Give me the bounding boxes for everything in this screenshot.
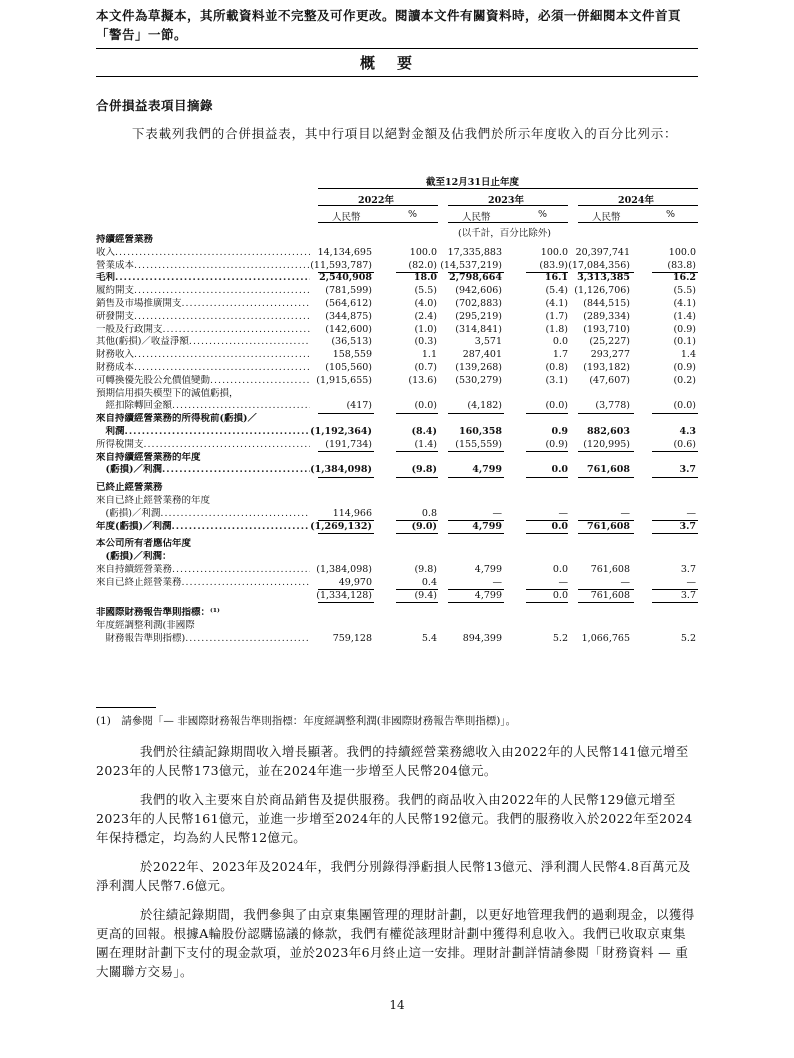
row-label: 財務報告準則指標) ..... xyxy=(96,633,310,646)
row-value: (0.0) xyxy=(673,400,696,412)
unit-note: (以千計，百分比除外) xyxy=(458,228,551,239)
table-row xyxy=(96,234,698,247)
row-value: 4,799 xyxy=(474,563,502,575)
subtotal-rule xyxy=(578,533,634,534)
row-value: 16.2 xyxy=(672,272,696,284)
row-label: 收入 ..... xyxy=(96,247,310,260)
row-value: 18.0 xyxy=(413,272,437,284)
subtotal-rule xyxy=(448,477,504,478)
row-value: 49,970 xyxy=(338,576,372,588)
row-label: 來自持續經營業務 ..... xyxy=(96,564,310,577)
table-header xyxy=(96,172,698,239)
row-value: — xyxy=(620,507,630,519)
subtotal-rule xyxy=(396,533,438,534)
row-value: (0.0) xyxy=(545,400,568,412)
table-row xyxy=(96,633,698,646)
row-value: 0.0 xyxy=(551,520,568,532)
row-value: (83.9) xyxy=(539,259,568,271)
paragraph-revenue-growth: 我們於往績記錄期間收入增長顯著。我們的持續經營業務總收入由2022年的人民幣141億元增至2023年的人民幣173億元，並在2024年進一步增至人民幣204億元。 xyxy=(96,744,689,778)
row-value: 761,608 xyxy=(587,464,630,476)
row-value: 287,401 xyxy=(462,349,502,361)
row-value: 2,798,664 xyxy=(449,272,502,284)
row-value: 14,134,695 xyxy=(317,246,372,258)
subtotal-rule xyxy=(318,477,374,478)
row-label: 其他(虧損)／收益淨額 ..... xyxy=(96,336,310,349)
row-value: (417) xyxy=(346,400,372,412)
row-value: (9.0) xyxy=(411,520,437,532)
row-value: (17,084,356) xyxy=(568,259,630,271)
row-value: (4.1) xyxy=(545,297,568,309)
row-value: (314,841) xyxy=(455,323,502,335)
row-value: (0.2) xyxy=(673,374,696,386)
row-value: (1.8) xyxy=(545,323,568,335)
row-label: 一般及行政開支 ..... xyxy=(96,324,310,337)
table-row xyxy=(96,439,698,452)
sub-rule-f xyxy=(652,222,698,223)
row-value: (1,192,364) xyxy=(310,425,372,437)
row-value: (2.4) xyxy=(414,310,437,322)
row-value: (1.4) xyxy=(414,438,437,450)
row-value: 0.9 xyxy=(551,425,568,437)
year-rule-2023 xyxy=(448,205,568,206)
row-value: 160,358 xyxy=(459,425,502,437)
footnote-rule xyxy=(96,707,156,708)
row-value: (564,612) xyxy=(325,297,372,309)
row-label: 履約開支 ..... xyxy=(96,285,310,298)
row-label: 年度(虧損)／利潤 ..... xyxy=(96,521,310,534)
row-value: (13.6) xyxy=(408,374,437,386)
row-value: (0.9) xyxy=(673,361,696,373)
row-label: (虧損)／利潤 ..... xyxy=(96,464,310,477)
table-row xyxy=(96,272,698,285)
pct-2023: % xyxy=(538,209,548,220)
row-value: (3,778) xyxy=(595,400,630,412)
row-label: 預期信用損失模型下的減值虧損， xyxy=(96,387,239,399)
row-value: (295,219) xyxy=(455,310,502,322)
row-label: 利潤 ..... xyxy=(96,426,310,439)
row-value: (82.0) xyxy=(408,259,437,271)
subtotal-rule xyxy=(652,533,698,534)
row-value: (1,126,706) xyxy=(574,285,630,297)
row-value: 1.4 xyxy=(680,349,696,361)
row-value: — xyxy=(492,576,502,588)
year-rule-2024 xyxy=(578,205,698,206)
table-row xyxy=(96,452,698,465)
table-row xyxy=(96,285,698,298)
row-value: (1,384,098) xyxy=(316,563,372,575)
footnote: (1) 請參閱「— 非國際財務報告準則指標：年度經調整利潤(非國際財務報告準則指標)」。 xyxy=(96,715,517,727)
row-value: 5.2 xyxy=(552,632,568,644)
row-value: (4,182) xyxy=(467,400,502,412)
row-value: (14,537,219) xyxy=(440,259,502,271)
row-value: 1.7 xyxy=(552,349,568,361)
subtotal-rule xyxy=(448,602,504,603)
table-row xyxy=(96,482,698,495)
row-label: 毛利 ..... xyxy=(96,272,310,285)
row-value: (4.1) xyxy=(673,297,696,309)
row-value: 16.1 xyxy=(544,272,568,284)
subtotal-rule xyxy=(396,477,438,478)
table-row xyxy=(96,590,698,603)
subtotal-rule xyxy=(652,477,698,478)
table-row xyxy=(96,538,698,551)
table-row xyxy=(96,551,698,564)
row-label: 經扣除轉回金額 ..... xyxy=(96,400,310,413)
row-value: 761,608 xyxy=(590,589,630,601)
subtotal-rule xyxy=(318,533,374,534)
row-value: 0.4 xyxy=(421,576,437,588)
row-value: (0.9) xyxy=(545,438,568,450)
row-value: 759,128 xyxy=(332,632,372,644)
subtotal-rule xyxy=(578,477,634,478)
row-value: 5.4 xyxy=(421,632,437,644)
row-label: (虧損)／利潤： xyxy=(96,551,172,563)
paragraph-wealth-management: 於往績記錄期間，我們參與了由京東集團管理的理財計劃，以更好地管理我們的過剩現金，以獲得更高的回報。根據A輪股份認購協議的條款，我們有權從該理財計劃中獲得利息收入。我們已收取京東集團在理財計劃下支付的現金款項，並於2023年6月終止這一安排。理財計劃詳情請參閱「財務資料 — 重大關聯方交易」。 xyxy=(96,907,695,979)
row-value: 0.0 xyxy=(552,563,568,575)
row-value: (191,734) xyxy=(325,438,372,450)
row-value: — xyxy=(558,576,568,588)
row-value: 17,335,883 xyxy=(447,246,502,258)
row-value: 882,603 xyxy=(587,425,630,437)
row-value: (1.7) xyxy=(545,310,568,322)
header-rule xyxy=(96,48,698,49)
row-value: 3.7 xyxy=(679,520,696,532)
year-rule-2022 xyxy=(318,205,438,206)
header-rule-1 xyxy=(318,188,698,189)
income-statement-table xyxy=(96,172,698,646)
row-value: 100.0 xyxy=(668,246,696,258)
row-label: 所得稅開支 ..... xyxy=(96,439,310,452)
table-row xyxy=(96,336,698,349)
row-value: 3,313,385 xyxy=(577,272,630,284)
row-value: (139,268) xyxy=(455,361,502,373)
table-row xyxy=(96,324,698,337)
row-value: (0.6) xyxy=(673,438,696,450)
subtotal-rule xyxy=(448,533,504,534)
row-value: (781,599) xyxy=(325,285,372,297)
row-value: 3.7 xyxy=(680,589,696,601)
period-header: 截至12月31日止年度 xyxy=(426,177,519,188)
row-value: 1.1 xyxy=(421,349,437,361)
row-value: (120,995) xyxy=(583,438,630,450)
paragraph-revenue-sources: 我們的收入主要來自於商品銷售及提供服務。我們的商品收入由2022年的人民幣129億元增至2023年的人民幣161億元，並進一步增至2024年的人民幣192億元。我們的服務收入於2022年至2024年保持穩定，均為約人民幣12億元。 xyxy=(96,792,693,845)
row-value: (8.4) xyxy=(411,425,437,437)
row-label: 年度經調整利潤(非國際 xyxy=(96,620,195,632)
year-2022: 2022年 xyxy=(358,195,394,206)
row-value: 3.7 xyxy=(679,464,696,476)
table-row xyxy=(96,495,698,508)
page-heading: 概要 xyxy=(359,54,434,72)
row-value: 293,277 xyxy=(590,349,630,361)
table-body xyxy=(96,234,698,646)
row-label: 來自已終止經營業務 ..... xyxy=(96,577,310,590)
row-value: 4,799 xyxy=(474,589,502,601)
subtotal-rule xyxy=(652,602,698,603)
row-value: (5.5) xyxy=(414,285,437,297)
table-row xyxy=(96,388,698,401)
intro-paragraph: 下表載列我們的合併損益表，其中行項目以絕對金額及佔我們於所示年度收入的百分比列示： xyxy=(132,126,678,141)
row-value: 114,966 xyxy=(332,507,372,519)
table-row xyxy=(96,362,698,375)
table-row xyxy=(96,349,698,362)
row-value: (3.1) xyxy=(545,374,568,386)
row-value: 0.8 xyxy=(421,507,437,519)
row-label: 來自持續經營業務的年度 xyxy=(96,451,201,463)
row-value: 761,608 xyxy=(590,563,630,575)
row-value: 761,608 xyxy=(587,520,630,532)
row-value: (9.8) xyxy=(411,464,437,476)
heading-rule xyxy=(96,76,698,77)
row-value: (942,606) xyxy=(455,285,502,297)
row-value: (9.4) xyxy=(414,589,437,601)
row-value: (0.3) xyxy=(414,336,437,348)
row-value: (530,279) xyxy=(455,374,502,386)
row-value: 100.0 xyxy=(409,246,437,258)
subtotal-rule xyxy=(578,602,634,603)
row-value: (155,559) xyxy=(455,438,502,450)
row-value: 5.2 xyxy=(680,632,696,644)
row-label: 非國際財務報告準則指標：⁽¹⁾ xyxy=(96,607,220,619)
row-value: 4,799 xyxy=(472,520,502,532)
row-value: (1,384,098) xyxy=(310,464,372,476)
row-value: 894,399 xyxy=(462,632,502,644)
row-value: (1.0) xyxy=(414,323,437,335)
row-value: 2,540,908 xyxy=(319,272,372,284)
sub-rule-b xyxy=(396,222,438,223)
row-value: (1.4) xyxy=(673,310,696,322)
table-row xyxy=(96,620,698,633)
row-value: — xyxy=(686,507,696,519)
row-value: (47,607) xyxy=(589,374,630,386)
row-value: (142,600) xyxy=(325,323,372,335)
row-label: 營業成本 ..... xyxy=(96,260,310,273)
table-row xyxy=(96,260,698,273)
row-value: — xyxy=(492,507,502,519)
row-label: 本公司所有者應佔年度 xyxy=(96,538,192,550)
table-row xyxy=(96,521,698,534)
row-value: (9.8) xyxy=(414,563,437,575)
pct-2022: % xyxy=(408,209,418,220)
row-label: 持續經營業務 xyxy=(96,234,154,245)
paragraph-net-results: 於2022年、2023年及2024年，我們分別錄得淨虧損人民幣13億元、淨利潤人民幣4.8百萬元及淨利潤人民幣7.6億元。 xyxy=(96,859,691,893)
row-label: 財務成本 ..... xyxy=(96,362,310,375)
table-row xyxy=(96,508,698,521)
row-value: — xyxy=(686,576,696,588)
row-value: (1,269,132) xyxy=(310,520,372,532)
row-label: 來自持續經營業務的所得稅前(虧損)／ xyxy=(96,413,257,425)
row-value: 0.0 xyxy=(552,589,568,601)
table-row xyxy=(96,311,698,324)
row-value: — xyxy=(620,576,630,588)
table-row xyxy=(96,375,698,388)
row-value: (4.0) xyxy=(414,297,437,309)
row-value: (1,334,128) xyxy=(316,589,372,601)
row-value: (36,513) xyxy=(331,336,372,348)
table-row xyxy=(96,298,698,311)
pct-2024: % xyxy=(666,209,676,220)
row-value: (1,915,655) xyxy=(316,374,372,386)
row-value: 158,559 xyxy=(332,349,372,361)
year-2023: 2023年 xyxy=(488,195,524,206)
row-value: (5.4) xyxy=(545,285,568,297)
row-label: 財務收入 ..... xyxy=(96,349,310,362)
row-label: 研發開支 ..... xyxy=(96,311,310,324)
table-row xyxy=(96,247,698,260)
subtotal-rule xyxy=(396,602,438,603)
row-value: (0.7) xyxy=(414,361,437,373)
table-row xyxy=(96,464,698,477)
row-value: (844,515) xyxy=(583,297,630,309)
table-row xyxy=(96,426,698,439)
row-value: (0.0) xyxy=(414,400,437,412)
row-value: 0.0 xyxy=(552,336,568,348)
year-2024: 2024年 xyxy=(618,195,654,206)
subtotal-rule xyxy=(526,602,568,603)
row-value: (193,182) xyxy=(583,361,630,373)
row-label: 銷售及市場推廣開支 ..... xyxy=(96,298,310,311)
row-value: (0.8) xyxy=(545,361,568,373)
row-value: (25,227) xyxy=(589,336,630,348)
currency-2023: 人民幣 xyxy=(462,212,491,223)
currency-2024: 人民幣 xyxy=(592,212,621,223)
row-value: (193,710) xyxy=(583,323,630,335)
table-row xyxy=(96,564,698,577)
row-value: — xyxy=(558,507,568,519)
row-value: 0.0 xyxy=(551,464,568,476)
subtotal-rule xyxy=(318,602,374,603)
row-value: 4,799 xyxy=(472,464,502,476)
page-number: 14 xyxy=(389,998,405,1012)
table-row xyxy=(96,607,698,620)
row-value: 1,066,765 xyxy=(581,632,630,644)
row-value: 20,397,741 xyxy=(575,246,630,258)
row-value: (5.5) xyxy=(673,285,696,297)
row-label: 來自已終止經營業務的年度 xyxy=(96,494,211,506)
row-value: (0.9) xyxy=(673,323,696,335)
row-value: 100.0 xyxy=(540,246,568,258)
subtotal-rule xyxy=(526,533,568,534)
sub-rule-d xyxy=(526,222,568,223)
subtotal-rule xyxy=(526,477,568,478)
row-value: (702,883) xyxy=(455,297,502,309)
section-title: 合併損益表項目摘錄 xyxy=(96,98,214,113)
draft-warning: 本文件為草擬本，其所載資料並不完整及可作更改。閱讀本文件有關資料時，必須一併細閱本文件首頁「警告」一節。 xyxy=(96,8,682,42)
row-value: (344,875) xyxy=(325,310,372,322)
row-label: 已終止經營業務 xyxy=(96,482,163,494)
row-label: 可轉換優先股公允價值變動 ..... xyxy=(96,375,310,388)
table-row xyxy=(96,577,698,590)
row-value: (289,334) xyxy=(583,310,630,322)
row-value: (105,560) xyxy=(325,361,372,373)
row-value: (83.8) xyxy=(667,259,696,271)
row-value: (11,593,787) xyxy=(310,259,372,271)
table-row xyxy=(96,400,698,413)
table-row xyxy=(96,413,698,426)
row-label: (虧損)／利潤 ..... xyxy=(96,508,310,521)
row-value: (0.1) xyxy=(673,336,696,348)
row-value: 4.3 xyxy=(679,425,696,437)
row-value: 3.7 xyxy=(680,563,696,575)
currency-2022: 人民幣 xyxy=(332,212,361,223)
row-value: 3,571 xyxy=(474,336,502,348)
